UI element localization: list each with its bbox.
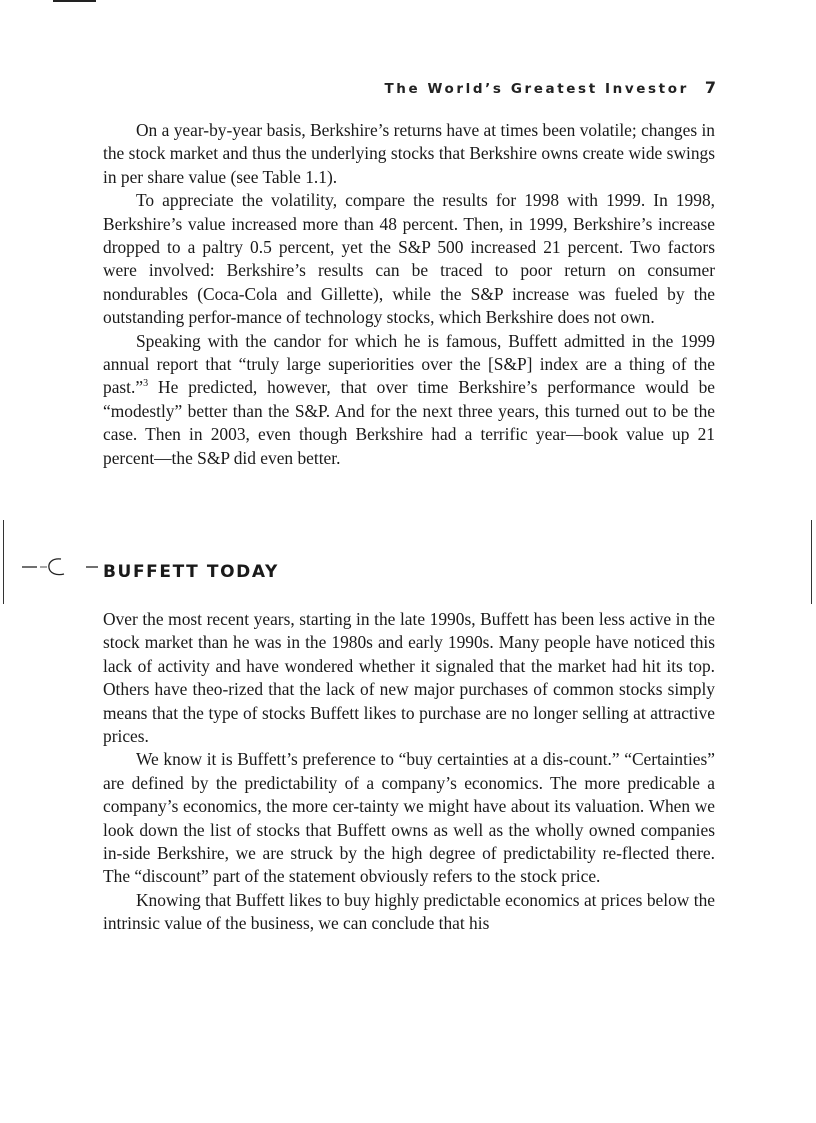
body-text-after-section: [103, 608, 715, 936]
paragraph-text: We know it is Buffett’s preference to “buy certainties at a dis-count.” “Certainties” are defined by the predictability of a company’s economics. The more predicable a company’s economics, the more cer-tainty we might have about its valuation. When we look down the list of stocks that Buffett owns as well as the wholly owned companies in-side Berkshire, we are struck by the high degree of predictability re-flected there. The “discount” part of the statement obviously refers to the stock price.: [103, 749, 715, 887]
paragraph: [103, 119, 715, 189]
paragraph-text: Over the most recent years, starting in the late 1990s, Buffett has been less active in the stock market than he was in the 1980s and early 1990s. Many people have noticed this lack of activity and have wondered whether it signaled that the market had hit its top. Others have theo-rized that the lack of new major purchases of common stocks simply means that the type of stocks Buffett likes to purchase are no longer selling at attractive prices.: [103, 609, 715, 747]
running-head-title: The World’s Greatest Investor: [384, 81, 689, 97]
paragraph: [103, 608, 715, 748]
paragraph-text: Knowing that Buffett likes to buy highly predictable economics at prices below the intrinsic value of the business, we can conclude that his: [103, 889, 715, 934]
footnote-reference: 3: [143, 378, 149, 390]
section-heading: BUFFETT TODAY: [103, 562, 279, 582]
section-ornament-icon: [22, 556, 98, 578]
paragraph: [103, 330, 715, 470]
paragraph-text: He predicted, however, that over time Berkshire’s performance would be “modestly” better than the S&P. And for the next three years, this turned out to be the case. Then in 2003, even though Berkshire had a terrific year—book value up 21 percent—the S&P did even better.: [103, 377, 715, 468]
paragraph: [103, 889, 715, 936]
page-number: 7: [704, 78, 716, 97]
paragraph-text: On a year-by-year basis, Berkshire’s returns have at times been volatile; changes in the stock market and thus the underlying stocks that Berkshire owns create wide swings in per share value (see Table 1.1).: [103, 120, 715, 187]
paragraph-text: To appreciate the volatility, compare the results for 1998 with 1999. In 1998, Berkshire’s value increased more than 48 percent. Then, in 1999, Berkshire’s increase dropped to a paltry 0.5 percent, yet the S&P 500 increased 21 percent. Two factors were involved: Berkshire’s results can be traced to poor return on consumer nondurables (Coca-Cola and Gillette), while the S&P increase was fueled by the outstanding perfor-mance of technology stocks, which Berkshire does not own.: [103, 190, 715, 328]
paragraph: [103, 748, 715, 888]
body-text-before-section: [103, 119, 715, 470]
left-edge-mark: [3, 520, 4, 604]
top-crop-rule: [53, 0, 96, 2]
paragraph-text: Speaking with the candor for which he is famous, Buffett admitted in the 1999 annual report that “truly large superiorities over the [S&P] index are a thing of the past.”: [103, 330, 715, 398]
running-head: [380, 78, 716, 97]
paragraph: [103, 189, 715, 329]
right-edge-mark: [811, 520, 812, 604]
